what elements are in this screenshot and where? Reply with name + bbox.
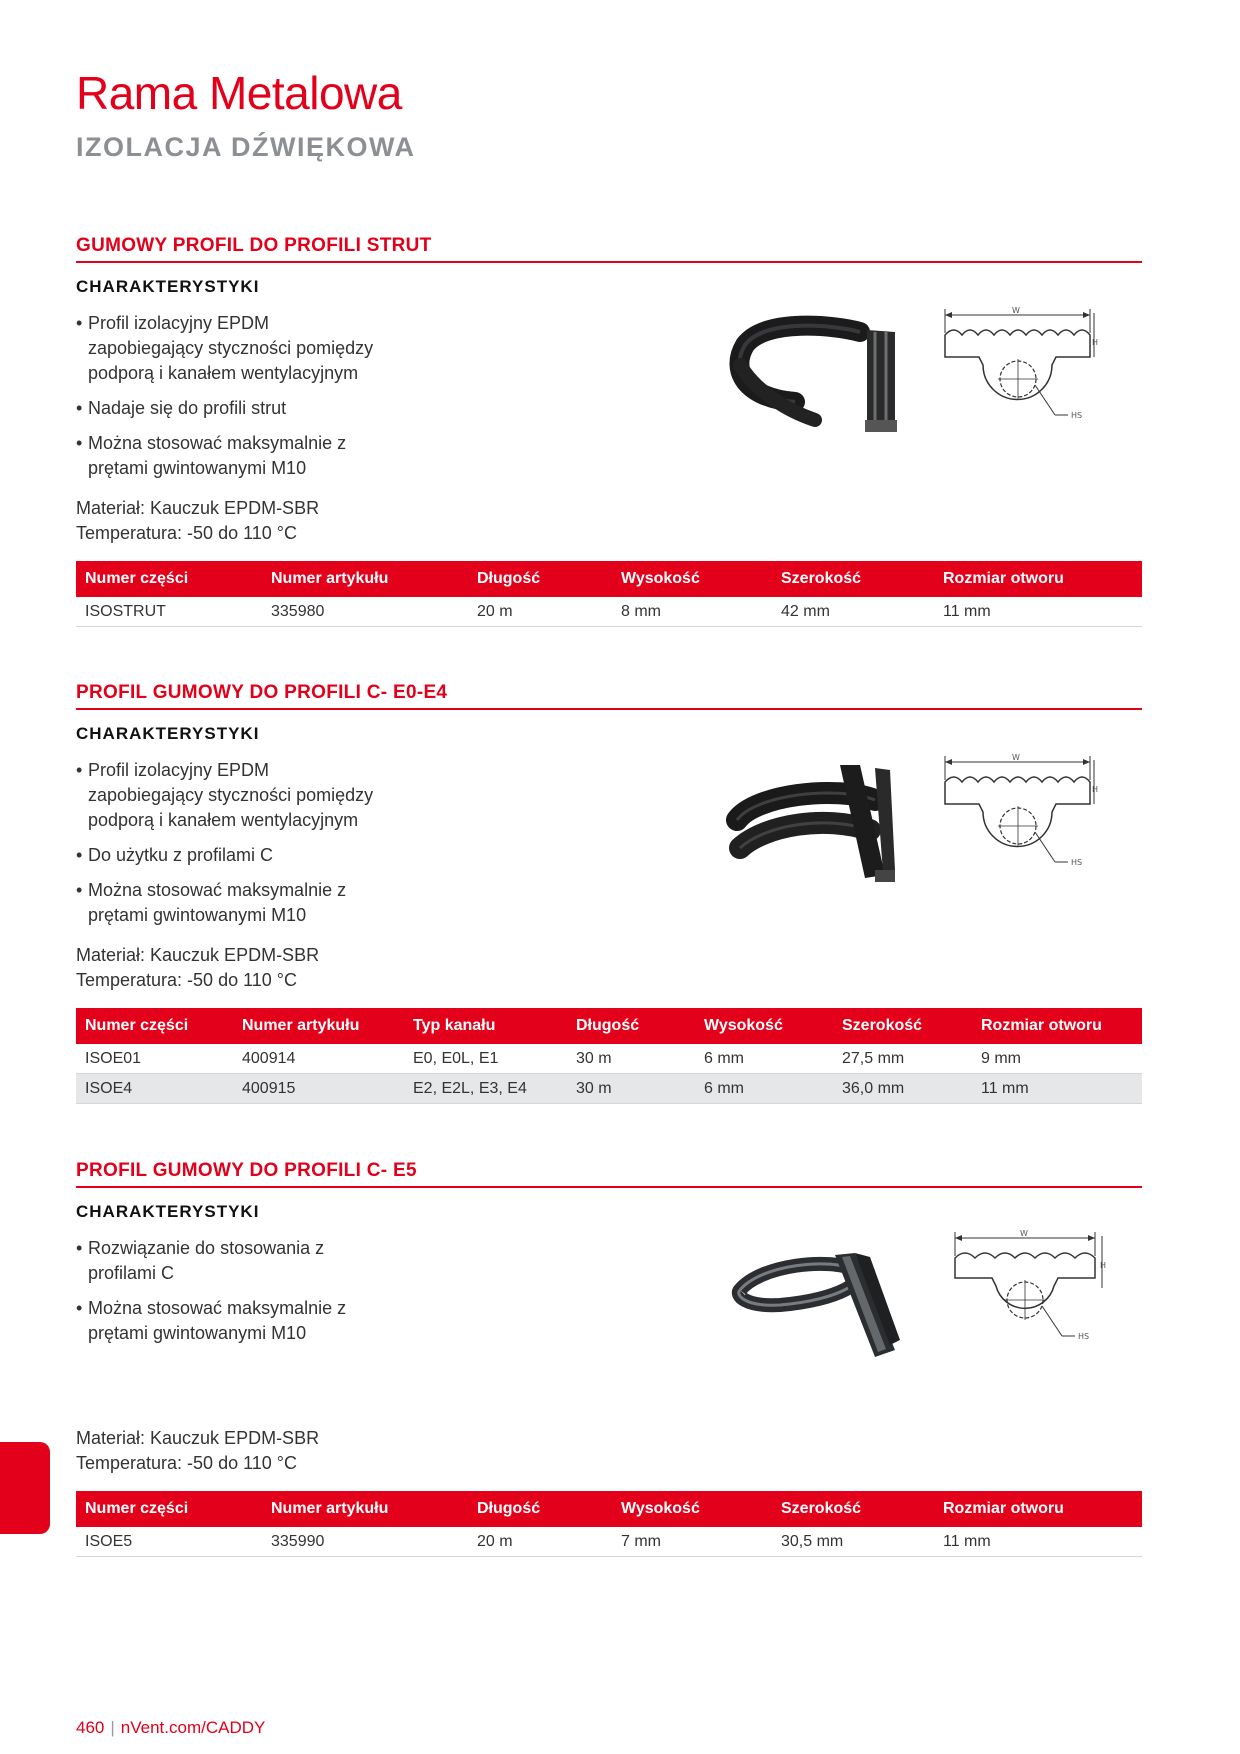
- table-header-row: [76, 1008, 1142, 1044]
- feature-item: • Można stosować maksymalnie z prętami gwintowanymi M10: [76, 1296, 376, 1346]
- feature-list: [76, 1236, 376, 1346]
- profile-cross-section-diagram: [940, 305, 1100, 425]
- column-header: Szerokość: [833, 1008, 972, 1044]
- page-number: 460: [76, 1718, 105, 1737]
- spec-table: [76, 1491, 1142, 1557]
- feature-item: • Profil izolacyjny EPDM zapobiegający styczności pomiędzy podporą i kanałem wentylacyjnym: [76, 311, 376, 386]
- table-cell: 400914: [233, 1044, 404, 1074]
- feature-item: • Do użytku z profilami C: [76, 843, 376, 868]
- table-row: [76, 1074, 1142, 1104]
- section-isoe5: [76, 1160, 1142, 1557]
- table-cell: 20 m: [468, 1527, 612, 1557]
- table-cell: 30 m: [567, 1044, 695, 1074]
- page-footer: [76, 1718, 265, 1738]
- table-cell: 335990: [262, 1527, 468, 1557]
- chapter-tab-marker: [0, 1442, 50, 1534]
- feature-list: [76, 311, 376, 481]
- table-cell: 11 mm: [934, 1527, 1142, 1557]
- table-header-row: [76, 561, 1142, 597]
- table-cell: 6 mm: [695, 1044, 833, 1074]
- table-cell: 400915: [233, 1074, 404, 1104]
- column-header: Numer artykułu: [262, 1491, 468, 1527]
- column-header: Szerokość: [772, 1491, 934, 1527]
- column-header: Długość: [468, 1491, 612, 1527]
- table-cell: 30 m: [567, 1074, 695, 1104]
- table-cell: 7 mm: [612, 1527, 772, 1557]
- column-header: Długość: [468, 561, 612, 597]
- table-cell: ISOE4: [76, 1074, 233, 1104]
- column-header: Wysokość: [612, 1491, 772, 1527]
- table-cell: 8 mm: [612, 597, 772, 627]
- width-label: W: [1020, 1229, 1028, 1238]
- table-header-row: [76, 1491, 1142, 1527]
- hole-size-label: HS: [1071, 858, 1083, 867]
- feature-item: • Rozwiązanie do stosowania z profilami C: [76, 1236, 376, 1286]
- table-cell: 20 m: [468, 597, 612, 627]
- column-header: Rozmiar otworu: [934, 561, 1142, 597]
- feature-item: • Można stosować maksymalnie z prętami gwintowanymi M10: [76, 431, 376, 481]
- column-header: Rozmiar otworu: [972, 1008, 1142, 1044]
- rubber-profile-photo: [725, 310, 905, 440]
- column-header: Szerokość: [772, 561, 934, 597]
- profile-cross-section-diagram: [940, 752, 1100, 872]
- column-header: Numer części: [76, 1491, 262, 1527]
- feature-item: • Można stosować maksymalnie z prętami gwintowanymi M10: [76, 878, 376, 928]
- column-header: Wysokość: [612, 561, 772, 597]
- column-header: Rozmiar otworu: [934, 1491, 1142, 1527]
- temperature-text: Temperatura: -50 do 110 °C: [76, 1453, 297, 1473]
- table-cell: 11 mm: [934, 597, 1142, 627]
- width-label: W: [1012, 306, 1020, 315]
- feature-list: [76, 758, 376, 928]
- height-label: H: [1100, 1261, 1107, 1270]
- table-cell: 11 mm: [972, 1074, 1142, 1104]
- table-cell: 36,0 mm: [833, 1074, 972, 1104]
- column-header: Numer artykułu: [233, 1008, 404, 1044]
- table-cell: ISOSTRUT: [76, 597, 262, 627]
- section-isoe01-isoe4: [76, 682, 1142, 1104]
- section-isostrut: [76, 235, 1142, 627]
- column-header: Numer artykułu: [262, 561, 468, 597]
- hole-size-label: HS: [1078, 1332, 1090, 1341]
- hole-size-label: HS: [1071, 411, 1083, 420]
- width-label: W: [1012, 753, 1020, 762]
- table-cell: 335980: [262, 597, 468, 627]
- table-cell: E2, E2L, E3, E4: [404, 1074, 567, 1104]
- temperature-text: Temperatura: -50 do 110 °C: [76, 970, 297, 990]
- material-text: Materiał: Kauczuk EPDM-SBR: [76, 945, 320, 965]
- footer-separator: |: [110, 1718, 115, 1737]
- profile-cross-section-diagram: [950, 1228, 1110, 1348]
- column-header: Długość: [567, 1008, 695, 1044]
- section-heading: PROFIL GUMOWY DO PROFILI C- E0-E4: [76, 682, 1142, 710]
- spec-table: [76, 1008, 1142, 1104]
- table-cell: 42 mm: [772, 597, 934, 627]
- characteristics-heading: CHARAKTERYSTYKI: [76, 724, 260, 743]
- material-text: Materiał: Kauczuk EPDM-SBR: [76, 1428, 320, 1448]
- table-cell: 27,5 mm: [833, 1044, 972, 1074]
- column-header: Numer części: [76, 1008, 233, 1044]
- characteristics-heading: CHARAKTERYSTYKI: [76, 1202, 260, 1221]
- page-title: Rama Metalowa: [76, 67, 402, 119]
- table-cell: 30,5 mm: [772, 1527, 934, 1557]
- section-heading: GUMOWY PROFIL DO PROFILI STRUT: [76, 235, 1142, 263]
- rubber-profile-photo: [725, 760, 905, 890]
- height-label: H: [1092, 338, 1099, 347]
- height-label: H: [1092, 785, 1099, 794]
- material-text: Materiał: Kauczuk EPDM-SBR: [76, 498, 320, 518]
- characteristics-heading: CHARAKTERYSTYKI: [76, 277, 260, 296]
- table-cell: E0, E0L, E1: [404, 1044, 567, 1074]
- column-header: Typ kanału: [404, 1008, 567, 1044]
- temperature-text: Temperatura: -50 do 110 °C: [76, 523, 297, 543]
- footer-link[interactable]: nVent.com/CADDY: [120, 1718, 266, 1737]
- table-cell: 9 mm: [972, 1044, 1142, 1074]
- page-subtitle: IZOLACJA DŹWIĘKOWA: [76, 132, 416, 162]
- table-cell: ISOE01: [76, 1044, 233, 1074]
- table-row: [76, 597, 1142, 627]
- feature-item: • Profil izolacyjny EPDM zapobiegający styczności pomiędzy podporą i kanałem wentylacyjnym: [76, 758, 376, 833]
- table-cell: ISOE5: [76, 1527, 262, 1557]
- table-cell: 6 mm: [695, 1074, 833, 1104]
- column-header: Numer części: [76, 561, 262, 597]
- rubber-profile-photo: [720, 1245, 910, 1365]
- spec-table: [76, 561, 1142, 627]
- section-heading: PROFIL GUMOWY DO PROFILI C- E5: [76, 1160, 1142, 1188]
- feature-item: • Nadaje się do profili strut: [76, 396, 376, 421]
- table-row: [76, 1044, 1142, 1074]
- table-row: [76, 1527, 1142, 1557]
- column-header: Wysokość: [695, 1008, 833, 1044]
